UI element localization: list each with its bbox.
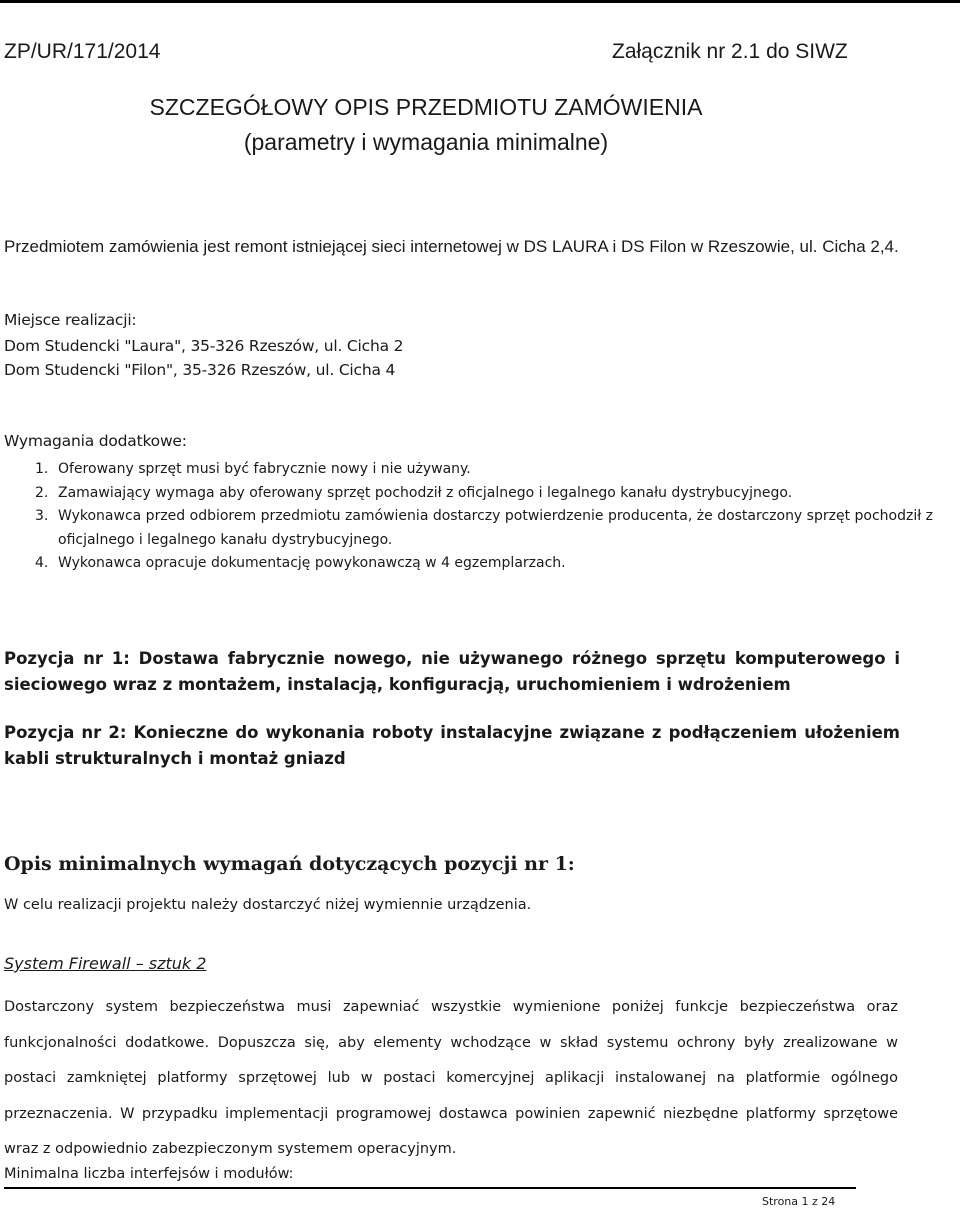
requirement-number: 1. bbox=[35, 461, 49, 477]
footer-divider bbox=[4, 1187, 856, 1189]
requirement-text: Wykonawca opracuje dokumentację powykonawczą w 4 egzemplarzach. bbox=[58, 555, 566, 571]
requirement-item bbox=[4, 458, 944, 482]
requirements-label: Wymagania dodatkowe: bbox=[4, 432, 187, 450]
requirements-list bbox=[4, 458, 944, 576]
document-subtitle: (parametry i wymagania minimalne) bbox=[243, 129, 609, 155]
requirement-number: 3. bbox=[35, 508, 49, 524]
position-2-heading: Pozycja nr 2: Konieczne do wykonania roboty instalacyjne związane z podłączeniem ułożeniem kabli strukturalnych i montaż gniazd bbox=[4, 723, 900, 768]
place-address-filon: Dom Studencki "Filon", 35-326 Rzeszów, ul. Cicha 4 bbox=[4, 361, 396, 379]
top-border bbox=[0, 0, 960, 3]
requirement-item bbox=[4, 505, 944, 552]
requirement-text: Zamawiający wymaga aby oferowany sprzęt pochodził z oficjalnego i legalnego kanału dystrybucyjnego. bbox=[58, 484, 793, 501]
document-title: SZCZEGÓŁOWY OPIS PRZEDMIOTU ZAMÓWIENIA bbox=[149, 94, 703, 120]
requirement-item bbox=[4, 552, 944, 576]
requirement-number: 2. bbox=[35, 484, 49, 501]
requirements-section-text: W celu realizacji projektu należy dostarczyć niżej wymiennie urządzenia. bbox=[4, 897, 532, 913]
requirements-section-title: Opis minimalnych wymagań dotyczących pozycji nr 1: bbox=[4, 853, 575, 875]
requirement-number: 4. bbox=[35, 555, 49, 571]
requirement-text: Wykonawca przed odbiorem przedmiotu zamówienia dostarczy potwierdzenie producenta, że dostarczony sprzęt pochodził z oficjalnego i legalnego kanału dystrybucyjnego. bbox=[58, 508, 933, 548]
firewall-paragraph: Dostarczony system bezpieczeństwa musi zapewniać wszystkie wymienione poniżej funkcje bezpieczeństwa oraz funkcjonalności dodatkowe. Dopuszcza się, aby elementy wchodzące w skład systemu ochrony były zrealizowane w postaci zamkniętej platformy sprzętowej lub w postaci komercyjnej aplikacji instalowanej na platformie ogólnego przeznaczenia. W przypadku implementacji programowej dostawca powinien zapewnić niezbędne platformy sprzętowe wraz z odpowiednio zabezpieczonym systemem operacyjnym. bbox=[4, 999, 898, 1157]
requirement-item bbox=[4, 482, 944, 506]
attachment-label: Załącznik nr 2.1 do SIWZ bbox=[612, 40, 848, 63]
firewall-heading: System Firewall – sztuk 2 bbox=[4, 954, 207, 973]
document-number: ZP/UR/171/2014 bbox=[4, 40, 161, 63]
interfaces-label: Minimalna liczba interfejsów i modułów: bbox=[4, 1166, 294, 1182]
page-number: Strona 1 z 24 bbox=[762, 1195, 836, 1208]
place-label: Miejsce realizacji: bbox=[4, 311, 137, 329]
place-address-laura: Dom Studencki "Laura", 35-326 Rzeszów, ul. Cicha 2 bbox=[4, 337, 404, 355]
requirement-text: Oferowany sprzęt musi być fabrycznie nowy i nie używany. bbox=[58, 461, 471, 477]
intro-paragraph: Przedmiotem zamówienia jest remont istniejącej sieci internetowej w DS LAURA i DS Filon w Rzeszowie, ul. Cicha 2,4. bbox=[4, 237, 899, 256]
position-1-heading: Pozycja nr 1: Dostawa fabrycznie nowego, nie używanego różnego sprzętu komputerowego i sieciowego wraz z montażem, instalacją, konfiguracją, uruchomieniem i wdrożeniem bbox=[4, 649, 900, 694]
